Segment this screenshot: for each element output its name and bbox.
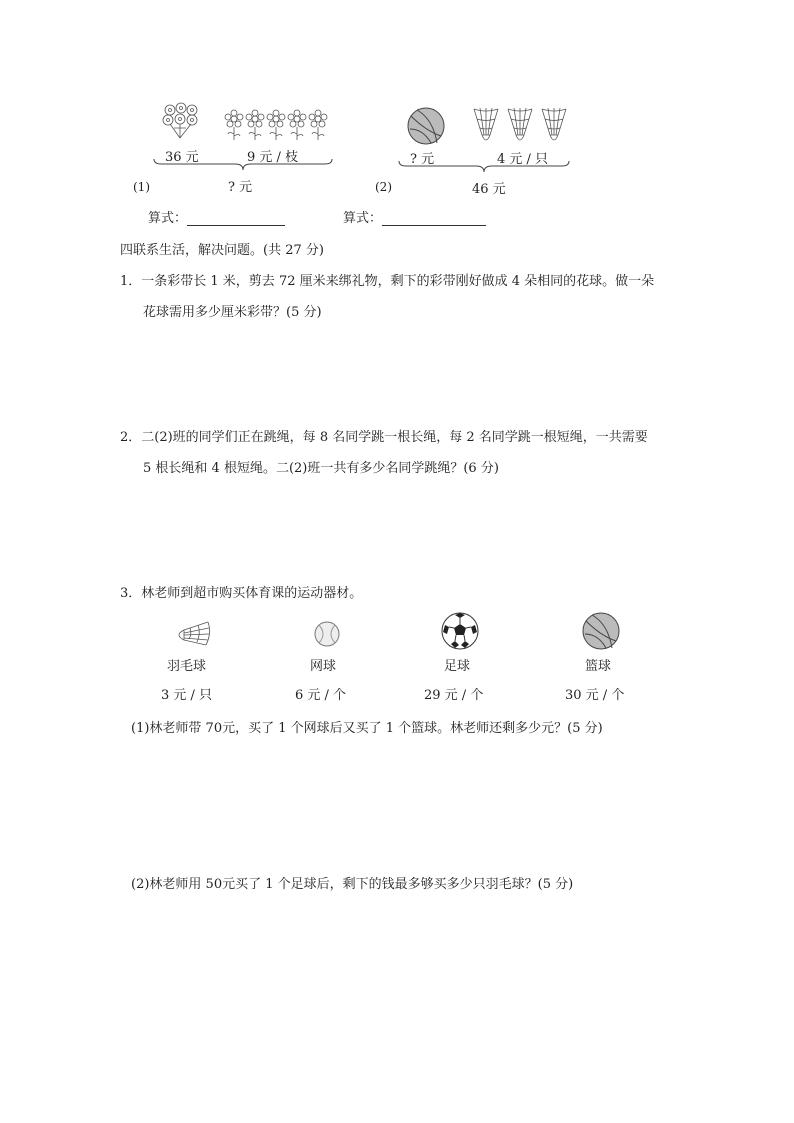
item-name-shuttlecock: 羽毛球 <box>167 659 207 674</box>
section-title: 四联系生活，解决问题。(共 27 分) <box>120 243 324 258</box>
diagram1-total: ? 元 <box>228 180 253 195</box>
item-price-basketball: 30 元 / 个 <box>565 688 625 703</box>
flower-bunch-icon <box>160 102 202 140</box>
single-flowers-icon <box>224 110 332 142</box>
item-price-tennis: 6 元 / 个 <box>295 688 347 703</box>
formula-1 <box>148 207 285 226</box>
q1-line1: 1．一条彩带长 1 米，剪去 72 厘米来绑礼物，剩下的彩带刚好做成 4 朵相同的花球。做一朵 <box>120 274 655 289</box>
soccer-ball-icon <box>441 612 479 650</box>
diagram2-total: 46 元 <box>472 182 506 197</box>
diagram2-left-price: ? 元 <box>410 152 435 167</box>
formula-2-label: 算式： <box>343 211 383 226</box>
formula-1-label: 算式： <box>148 211 188 226</box>
q2-line1: 2．二(2)班的同学们正在跳绳，每 8 名同学跳一根长绳，每 2 名同学跳一根短绳，一共需要 <box>120 430 648 445</box>
item-price-soccer: 29 元 / 个 <box>424 688 484 703</box>
diagram2-number: (2) <box>375 180 392 194</box>
tennis-ball-icon <box>313 620 341 648</box>
q3-sub2: (2)林老师用 50元买了 1 个足球后，剩下的钱最多够买多少只羽毛球？(5 分) <box>131 877 574 892</box>
item-name-basketball: 篮球 <box>585 659 612 674</box>
item-price-shuttlecock: 3 元 / 只 <box>161 688 213 703</box>
shuttlecocks-icon <box>472 107 572 147</box>
formula-1-blank[interactable] <box>187 211 285 226</box>
diagram1-left-price: 36 元 <box>165 150 199 165</box>
diagram2-right-price: 4 元 / 只 <box>497 152 549 167</box>
q1-line2: 花球需用多少厘米彩带？(5 分) <box>143 305 322 320</box>
basketball-icon <box>407 107 445 145</box>
diagram1-number: (1) <box>133 180 150 194</box>
q3-intro: 3．林老师到超市购买体育课的运动器材。 <box>120 586 363 601</box>
item-name-tennis: 网球 <box>310 659 337 674</box>
formula-2 <box>343 207 486 226</box>
q2-line2: 5 根长绳和 4 根短绳。二(2)班一共有多少名同学跳绳？(6 分) <box>143 461 499 476</box>
item-name-soccer: 足球 <box>444 659 471 674</box>
basketball-icon <box>582 612 620 650</box>
shuttlecock-icon <box>172 620 212 646</box>
q3-sub1: (1)林老师带 70元，买了 1 个网球后又买了 1 个篮球。林老师还剩多少元？(5 分) <box>131 721 603 736</box>
diagram1-right-price: 9 元 / 枝 <box>247 150 299 165</box>
formula-2-blank[interactable] <box>382 211 486 226</box>
